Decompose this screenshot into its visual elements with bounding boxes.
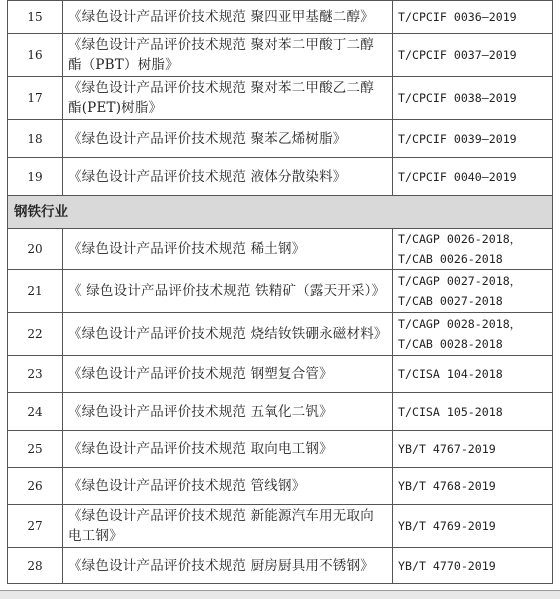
- table-row: [8, 34, 553, 77]
- standard-name: 《绿色设计产品评价技术规范 稀土钢》: [63, 229, 393, 270]
- section-title: 钢铁行业: [8, 196, 553, 229]
- standard-name: 《绿色设计产品评价技术规范 烧结钕铁硼永磁材料》: [63, 313, 393, 356]
- row-number: 15: [8, 1, 63, 34]
- standard-name: 《绿色设计产品评价技术规范 聚苯乙烯树脂》: [63, 120, 393, 158]
- table-row: [8, 468, 553, 505]
- standard-name: 《绿色设计产品评价技术规范 五氧化二钒》: [63, 393, 393, 431]
- table-row: [8, 313, 553, 356]
- row-number: 26: [8, 468, 63, 505]
- table-row: [8, 158, 553, 196]
- standard-name: 《绿色设计产品评价技术规范 聚对苯二甲酸丁二醇酯（PBT）树脂》: [63, 34, 393, 77]
- standard-code: T/CPCIF 0037—2019: [393, 34, 553, 77]
- standard-code: YB/T 4767-2019: [393, 431, 553, 468]
- table-row: [8, 229, 553, 270]
- row-number: 21: [8, 270, 63, 313]
- standard-code: T/CISA 104-2018: [393, 356, 553, 393]
- row-number: 24: [8, 393, 63, 431]
- table-row: [8, 120, 553, 158]
- section-row: [8, 196, 553, 229]
- standard-name: 《绿色设计产品评价技术规范 聚对苯二甲酸乙二醇酯(PET)树脂》: [63, 77, 393, 120]
- row-number: 27: [8, 505, 63, 548]
- standard-name: 《 绿色设计产品评价技术规范 铁精矿（露天开采）》: [63, 270, 393, 313]
- standard-code: T/CPCIF 0039—2019: [393, 120, 553, 158]
- row-number: 28: [8, 548, 63, 584]
- standard-name: 《绿色设计产品评价技术规范 液体分散染料》: [63, 158, 393, 196]
- standard-code: T/CPCIF 0038—2019: [393, 77, 553, 120]
- row-number: 25: [8, 431, 63, 468]
- standard-name: 《绿色设计产品评价技术规范 厨房厨具用不锈钢》: [63, 548, 393, 584]
- standards-table: [7, 0, 553, 584]
- standard-code: T/CAGP 0028-2018， T/CAB 0028-2018: [393, 313, 553, 356]
- standard-code: YB/T 4769-2019: [393, 505, 553, 548]
- standard-name: 《绿色设计产品评价技术规范 新能源汽车用无取向电工钢》: [63, 505, 393, 548]
- table-row: [8, 393, 553, 431]
- table-row: [8, 505, 553, 548]
- table-row: [8, 431, 553, 468]
- standard-code: T/CAGP 0027-2018， T/CAB 0027-2018: [393, 270, 553, 313]
- row-number: 16: [8, 34, 63, 77]
- standard-code: T/CPCIF 0036—2019: [393, 1, 553, 34]
- table-row: [8, 270, 553, 313]
- table-row: [8, 356, 553, 393]
- standard-code: YB/T 4770-2019: [393, 548, 553, 584]
- table-row: [8, 77, 553, 120]
- standard-name: 《绿色设计产品评价技术规范 钢塑复合管》: [63, 356, 393, 393]
- row-number: 22: [8, 313, 63, 356]
- row-number: 18: [8, 120, 63, 158]
- standard-code: T/CAGP 0026-2018， T/CAB 0026-2018: [393, 229, 553, 270]
- table-row: [8, 548, 553, 584]
- standard-name: 《绿色设计产品评价技术规范 取向电工钢》: [63, 431, 393, 468]
- next-section-band: [0, 590, 560, 599]
- row-number: 23: [8, 356, 63, 393]
- standard-code: T/CISA 105-2018: [393, 393, 553, 431]
- standard-name: 《绿色设计产品评价技术规范 管线钢》: [63, 468, 393, 505]
- row-number: 20: [8, 229, 63, 270]
- standard-code: YB/T 4768-2019: [393, 468, 553, 505]
- table-row: [8, 1, 553, 34]
- row-number: 17: [8, 77, 63, 120]
- standard-code: T/CPCIF 0040—2019: [393, 158, 553, 196]
- row-number: 19: [8, 158, 63, 196]
- standard-name: 《绿色设计产品评价技术规范 聚四亚甲基醚二醇》: [63, 1, 393, 34]
